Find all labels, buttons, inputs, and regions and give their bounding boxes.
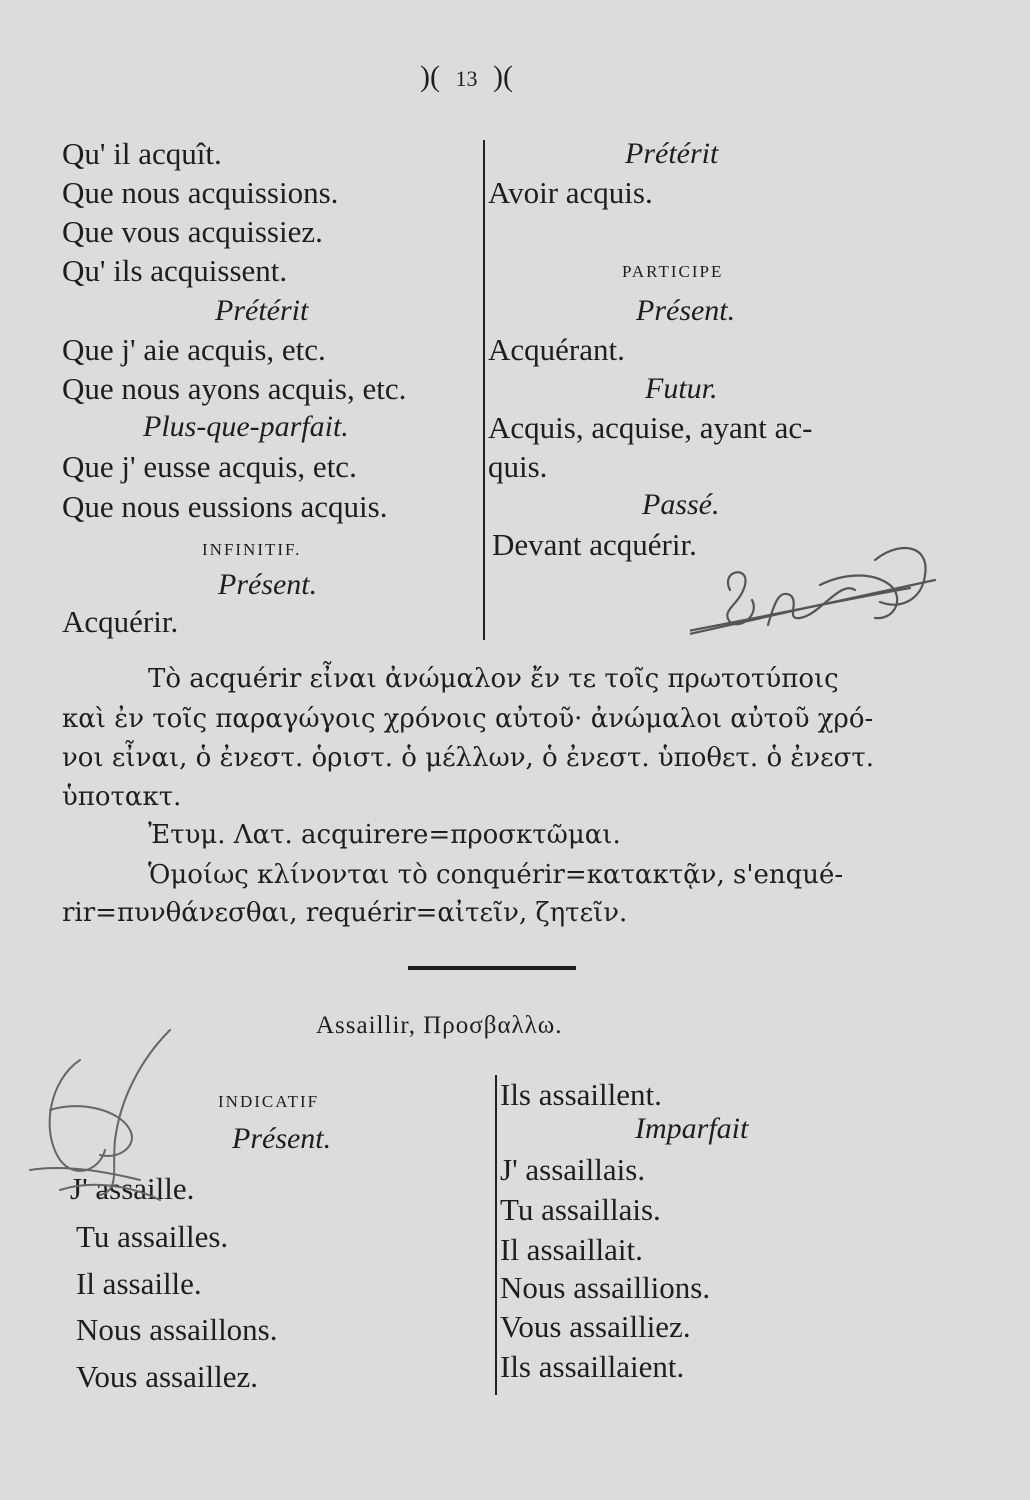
left-line-1: Qu' il acquît. [62,136,222,171]
handwritten-signature [690,530,950,650]
similar-verbs-line-2: rir=πυνθάνεσθαι, requérir=αἰτεῖν, ζητεῖν. [62,898,628,928]
note-line-4: ὑποτακτ. [62,782,182,812]
section-title: Assaillir, Προσβαλλω. [316,1012,563,1039]
header-left-mark: )( [420,60,440,93]
imparfait-heading: Imparfait [635,1112,749,1145]
etymology-note: Ἐτυμ. Λατ. acquirere=προσκτῶμαι. [148,820,621,850]
participe-present-heading: Présent. [636,294,736,327]
imparfait-line-5: Vous assailliez. [500,1309,691,1344]
infinitif-present-value: Acquérir. [62,604,179,639]
right-preterit-heading: Prétérit [625,137,719,170]
left-plusque-line-1: Que j' eusse acquis, etc. [62,449,357,484]
imparfait-line-3: Il assaillait. [500,1232,643,1267]
assaillir-present-heading: Présent. [232,1122,332,1155]
assaillir-column-divider [495,1075,497,1395]
left-line-3: Que vous acquissiez. [62,214,323,249]
page-header [420,60,513,94]
present-line-4: Nous assaillons. [76,1312,278,1347]
participe-present-value: Acquérant. [488,332,625,367]
column-divider [483,140,485,640]
left-preterit-line-2: Que nous ayons acquis, etc. [62,371,407,406]
note-line-2: καὶ ἐν τοῖς παραγώγοις χρόνοις αὐτοῦ· ἀνώμαλοι αὐτοῦ χρό- [62,704,874,734]
present-line-2: Tu assailles. [76,1219,229,1254]
imparfait-line-6: Ils assaillaient. [500,1349,685,1384]
left-line-2: Que nous acquissions. [62,175,339,210]
margin-signature [20,1020,190,1210]
left-preterit-heading: Prétérit [215,294,309,327]
header-right-mark: )( [492,60,513,93]
section-separator [408,966,576,970]
imparfait-line-1: J' assaillais. [500,1152,646,1187]
left-preterit-line-1: Que j' aie acquis, etc. [62,332,326,367]
present-line-3: Il assaille. [76,1266,202,1301]
infinitif-label: INFINITIF. [202,540,302,559]
indicatif-label: INDICATIF [218,1092,320,1111]
present-line-1: J' assaille. [70,1171,195,1206]
present-line-5: Vous assaillez. [76,1359,258,1394]
infinitif-present-heading: Présent. [218,568,318,601]
imparfait-line-2: Tu assaillais. [500,1192,661,1227]
futur-heading: Futur. [645,372,718,405]
passe-value: Devant acquérir. [492,527,697,562]
left-line-4: Qu' ils acquissent. [62,253,288,288]
right-first-line: Ils assaillent. [500,1077,662,1112]
left-plusque-heading: Plus-que-parfait. [143,410,349,443]
imparfait-line-4: Nous assaillions. [500,1270,711,1305]
left-plusque-line-2: Que nous eussions acquis. [62,489,388,524]
similar-verbs-line-1: Ὁμοίως κλίνονται τὸ conquérir=κατακτᾷν, s'enqué- [148,860,844,890]
participe-label: PARTICIPE [622,262,724,281]
passe-heading: Passé. [642,488,720,521]
right-preterit-value: Avoir acquis. [488,175,653,210]
note-line-1: Τὸ acquérir εἶναι ἀνώμαλον ἔν τε τοῖς πρωτοτύποις [148,664,839,694]
futur-line-1: Acquis, acquise, ayant ac- [488,410,813,445]
page-number: 13 [455,66,478,91]
note-line-3: νοι εἶναι, ὁ ἐνεστ. ὁριστ. ὁ μέλλων, ὁ ἐνεστ. ὑποθετ. ὁ ἐνεστ. [62,743,874,773]
futur-line-2: quis. [488,449,548,484]
